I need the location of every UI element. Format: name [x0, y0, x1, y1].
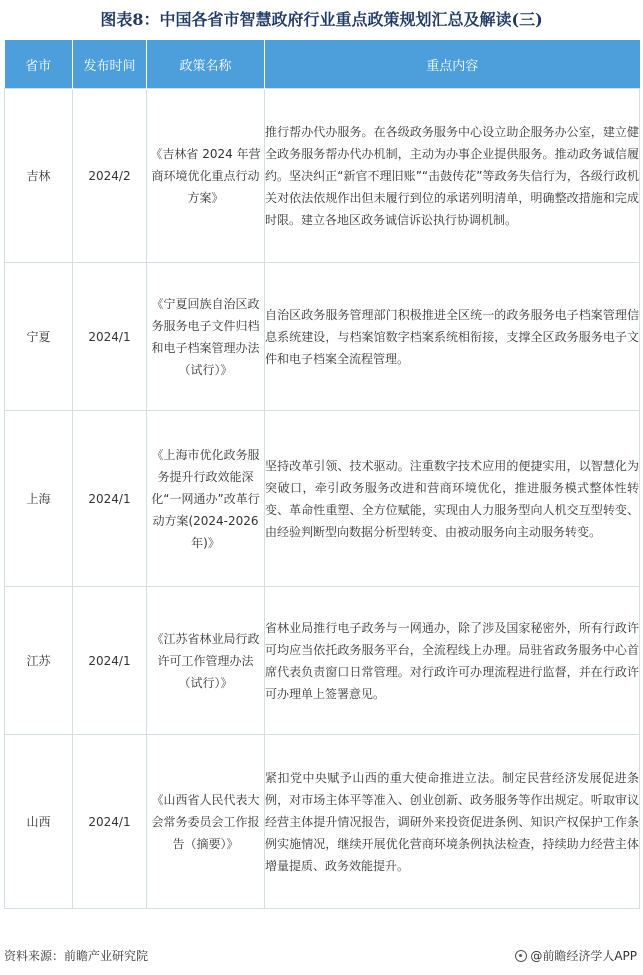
- cell-date: 2024/1: [73, 587, 147, 735]
- cell-date: 2024/2: [73, 89, 147, 263]
- cell-key-content: 坚持改革引领、技术驱动。注重数字技术应用的便捷实用，以智慧化为突破口，牵引政务服务改进和营商环境优化，推进服务模式整体性转变、革命性重塑、全方位赋能，实现由人力服务型向人机交互型转变、由经验判断型向数据分析型转变、由被动服务向主动服务转变。: [265, 411, 640, 587]
- source-note: 资料来源：前瞻产业研究院: [4, 949, 149, 963]
- cell-province: 宁夏: [5, 263, 73, 411]
- cell-key-content: 推行帮办代办服务。在各级政务服务中心设立助企服务办公室，建立健全政务服务帮办代办机制，主动为办事企业提供服务。推动政务诚信履约。坚决纠正“新官不理旧账”“击鼓传花”等政务失信行为，各级行政机关对依法依规作出但未履行到位的承诺列明清单，明确整改措施和完成时限。建立各地区政务诚信诉讼执行协调机制。: [265, 89, 640, 263]
- table-row: [5, 89, 640, 263]
- header-province: 省市: [5, 40, 73, 89]
- cell-province: 吉林: [5, 89, 73, 263]
- cell-policy-name: 《宁夏回族自治区政务服务电子文件归档和电子档案管理办法（试行）》: [147, 263, 265, 411]
- cell-date: 2024/1: [73, 411, 147, 587]
- header-key-content: 重点内容: [265, 40, 640, 89]
- cell-date: 2024/1: [73, 735, 147, 909]
- cell-key-content: 紧扣党中央赋予山西的重大使命推进立法。制定民营经济发展促进条例，对市场主体平等准入、创业创新、政务服务等作出规定。听取审议经营主体提升情况报告，调研外来投资促进条例、知识产权保护工作条例实施情况，继续开展优化营商环境条例执法检查，持续助力经营主体增量提质、政务效能提升。: [265, 735, 640, 909]
- cell-policy-name: 《吉林省 2024 年营商环境优化重点行动方案》: [147, 89, 265, 263]
- table-row: [5, 263, 640, 411]
- header-date: 发布时间: [73, 40, 147, 89]
- cell-date: 2024/1: [73, 263, 147, 411]
- figure-title: 图表8：中国各省市智慧政府行业重点政策规划汇总及解读(三): [100, 10, 543, 29]
- cell-policy-name: 《江苏省林业局行政许可工作管理办法（试行）》: [147, 587, 265, 735]
- cell-key-content: 省林业局推行电子政务与一网通办，除了涉及国家秘密外，所有行政许可均应当依托政务服务平台，全流程线上办理。局驻省政务服务中心首席代表负责窗口日常管理。对行政许可办理流程进行监督，并在行政许可办理单上签署意见。: [265, 587, 640, 735]
- brand-logo-icon: [515, 950, 527, 962]
- brand-credit-text: @前瞻经济学人APP: [530, 949, 637, 963]
- cell-policy-name: 《上海市优化政务服务提升行政效能深化“一网通办”改革行动方案(2024-2026 年)》: [147, 411, 265, 587]
- cell-key-content: 自治区政务服务管理部门积极推进全区统一的政务服务电子档案管理信息系统建设，与档案馆数字档案系统相衔接，支撑全区政务服务电子文件和电子档案全流程管理。: [265, 263, 640, 411]
- header-policy-name: 政策名称: [147, 40, 265, 89]
- cell-policy-name: 《山西省人民代表大会常务委员会工作报告（摘要）》: [147, 735, 265, 909]
- brand-credit: [515, 947, 637, 965]
- table-header-row: [5, 40, 640, 89]
- cell-province: 上海: [5, 411, 73, 587]
- cell-province: 江苏: [5, 587, 73, 735]
- policy-table: [4, 40, 640, 909]
- table-row: [5, 587, 640, 735]
- cell-province: 山西: [5, 735, 73, 909]
- table-row: [5, 735, 640, 909]
- table-row: [5, 411, 640, 587]
